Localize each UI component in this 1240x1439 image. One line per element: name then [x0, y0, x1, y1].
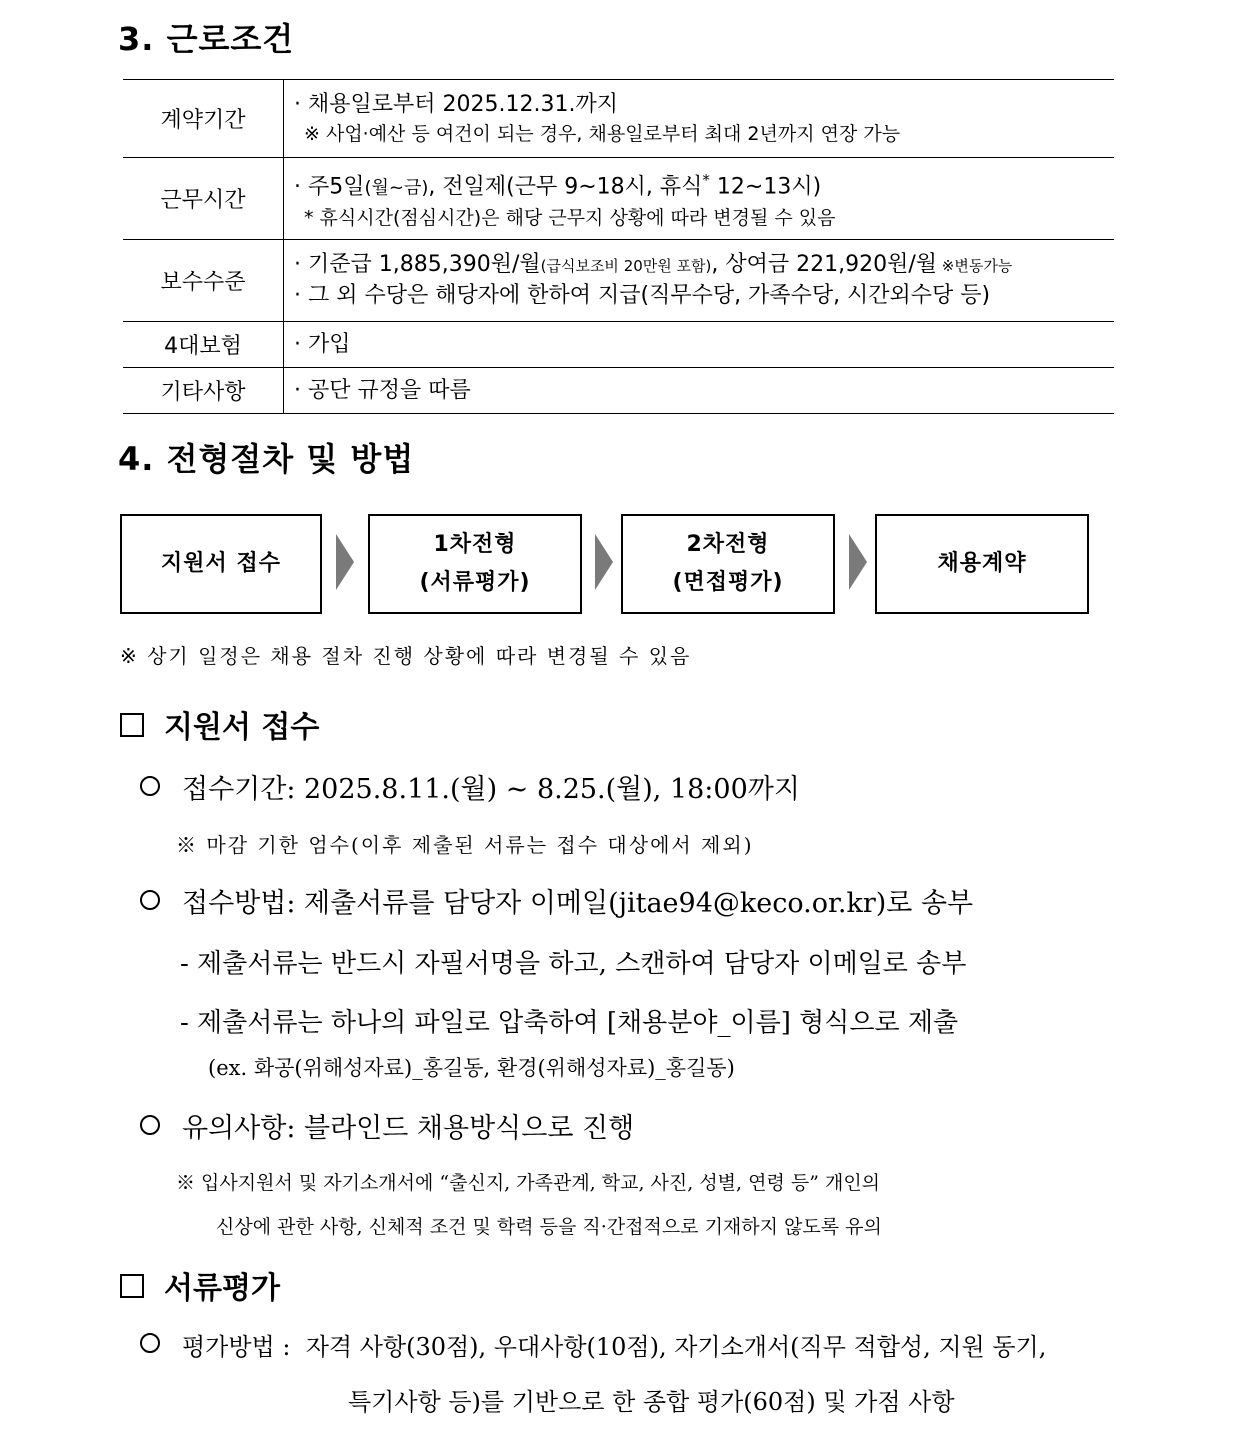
application-period-note: ※ 마감 기한 엄수(이후 제출된 서류는 접수 대상에서 제외): [176, 833, 754, 857]
table-row: [123, 322, 1114, 368]
table-row: [123, 158, 1114, 240]
flow-note: ※ 상기 일정은 채용 절차 진행 상황에 따라 변경될 수 있음: [120, 644, 692, 668]
flow-step-label: 1차전형: [433, 532, 517, 557]
row-value: [284, 80, 1115, 158]
method-label: 평가방법 :: [182, 1333, 291, 1361]
text: (월~금): [364, 177, 429, 199]
checkbox-square-icon: [120, 1274, 144, 1298]
flow-step-contract: [875, 514, 1089, 614]
chevron-right-icon: [336, 534, 354, 590]
allowance-line: · 그 외 수당은 해당자에 한하여 지급(직무수당, 가족수당, 시간외수당 등): [294, 283, 991, 308]
flow-step-application: [120, 514, 322, 614]
text: (근무 9~18시, 휴식: [506, 174, 703, 200]
row-label: 계약기간: [123, 80, 284, 158]
text: · 기준급 1,885,390원/월: [294, 252, 541, 277]
circle-bullet-icon: [140, 1115, 160, 1135]
contract-period-line: · 채용일로부터 2025.12.31.까지: [294, 91, 618, 117]
document-eval-method-line-2: 특기사항 등)를 기반으로 한 종합 평가(60점) 및 가점 사항: [348, 1388, 955, 1416]
insurance-line: · 가입: [294, 331, 351, 357]
work-hours-line: [294, 165, 1114, 203]
row-label: 4대보험: [123, 322, 284, 368]
flow-step-label: 채용계약: [937, 551, 1027, 576]
period-text: 접수기간: 2025.8.11.(월) ~ 8.25.(월), 18:00까지: [182, 774, 800, 805]
checkbox-square-icon: [120, 713, 144, 737]
flow-step-second-round: [621, 514, 835, 614]
row-value: [284, 158, 1115, 240]
flow-step-label: 2차전형: [686, 532, 770, 557]
document-eval-method: [140, 1327, 1046, 1362]
application-method-sub1: - 제출서류는 반드시 자필서명을 하고, 스캔하여 담당자 이메일로 송부: [180, 949, 967, 979]
text: 12~13시): [709, 174, 822, 200]
row-value: [284, 322, 1115, 368]
row-value: [284, 368, 1115, 414]
table-row: [123, 368, 1114, 414]
method-line-1: 자격 사항(30점), 우대사항(10점), 자기소개서(직무 적합성, 지원 동기,: [305, 1333, 1047, 1361]
text: (급식보조비 20만원 포함): [540, 257, 712, 275]
application-method-example: (ex. 화공(위해성자료)_홍길동, 환경(위해성자료)_홍길동): [208, 1056, 735, 1080]
chevron-right-icon: [595, 534, 613, 590]
text: , 상여금 221,920원/월: [711, 252, 938, 277]
flow-step-sublabel: (서류평가): [419, 570, 531, 595]
application-heading: [120, 702, 319, 746]
etc-line: · 공단 규정을 따름: [294, 377, 471, 403]
contract-period-note: ※ 사업·예산 등 여건이 되는 경우, 채용일로부터 최대 2년까지 연장 가능: [304, 122, 901, 145]
text: ※변동가능: [937, 257, 1013, 275]
text: · 주5일: [294, 174, 365, 200]
heading-text: 서류평가: [164, 1271, 280, 1306]
application-caution: [140, 1106, 634, 1145]
chevron-right-icon: [849, 534, 867, 590]
application-method: [140, 881, 973, 920]
table-row: [123, 80, 1114, 158]
caution-text: 유의사항: 블라인드 채용방식으로 진행: [182, 1113, 635, 1144]
heading-text: 지원서 접수: [164, 710, 320, 745]
circle-bullet-icon: [140, 1333, 160, 1353]
document-eval-heading: [120, 1263, 280, 1307]
method-text: 접수방법: 제출서류를 담당자 이메일(jitae94@keco.or.kr)로 송부: [182, 888, 974, 919]
circle-bullet-icon: [140, 776, 160, 796]
application-method-sub2: - 제출서류는 하나의 파일로 압축하여 [채용분야_이름] 형식으로 제출: [180, 1008, 959, 1038]
row-label: 근무시간: [123, 158, 284, 240]
section-3-title: 3. 근로조건: [118, 20, 295, 58]
footnote-mark: *: [702, 171, 710, 190]
table-row: [123, 240, 1114, 322]
salary-line: [294, 250, 1114, 281]
circle-bullet-icon: [140, 890, 160, 910]
working-conditions-table: [123, 79, 1114, 414]
flow-step-label: 지원서 접수: [161, 551, 281, 576]
application-caution-note-2: 신상에 관한 사항, 신체적 조건 및 학력 등을 직·간접적으로 기재하지 않도록 유의: [216, 1216, 882, 1238]
flow-step-first-round: [368, 514, 582, 614]
row-label: 보수수준: [123, 240, 284, 322]
application-caution-note-1: ※ 입사지원서 및 자기소개서에 “출신지, 가족관계, 학교, 사진, 성별, 연령 등” 개인의: [176, 1172, 881, 1194]
row-value: [284, 240, 1115, 322]
text: , 전일제: [428, 174, 507, 200]
application-period: [140, 767, 800, 806]
row-label: 기타사항: [123, 368, 284, 414]
work-hours-note: * 휴식시간(점심시간)은 해당 근무지 상황에 따라 변경될 수 있음: [304, 206, 836, 229]
section-4-title: 4. 전형절차 및 방법: [118, 440, 415, 478]
flow-step-sublabel: (면접평가): [672, 570, 784, 595]
